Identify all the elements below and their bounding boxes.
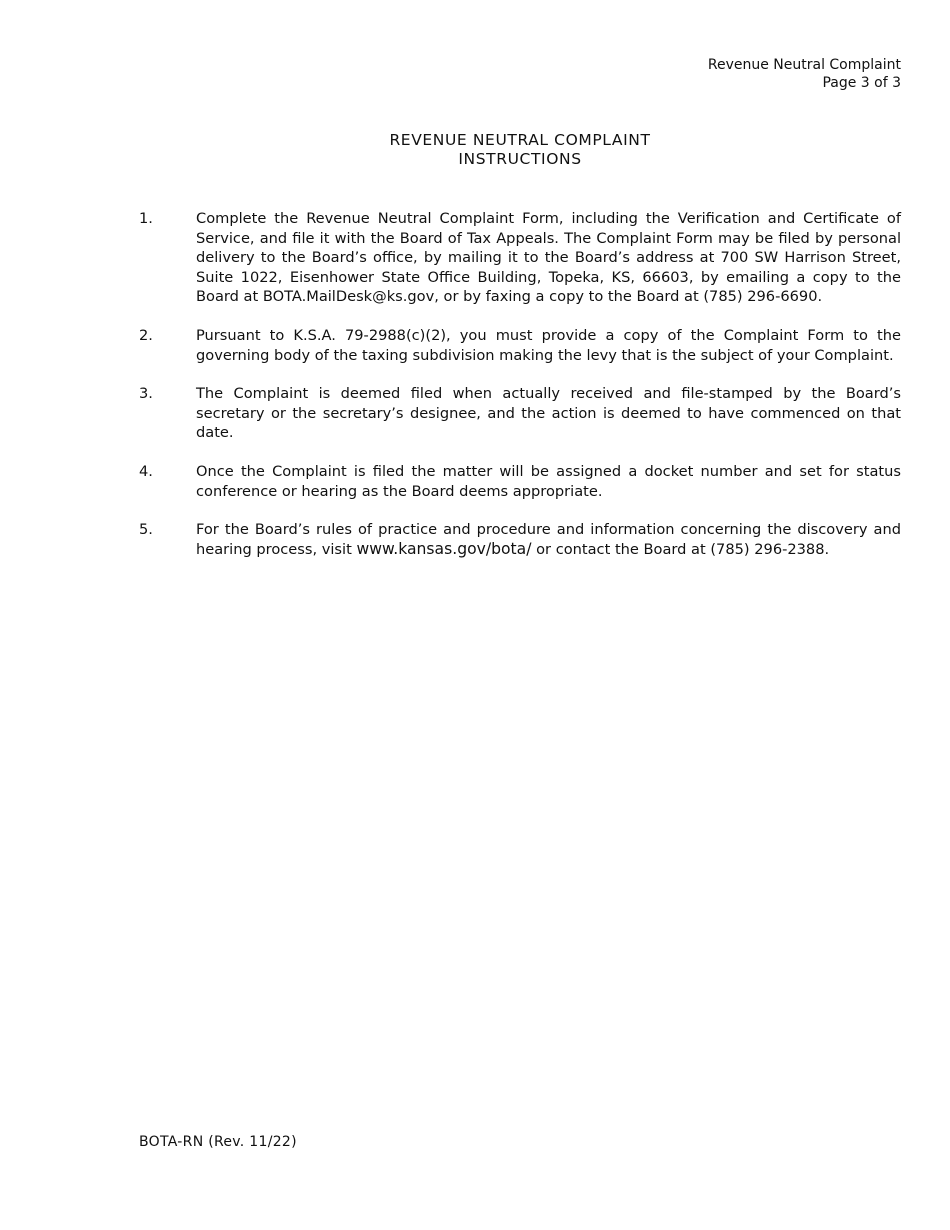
instruction-text: Complete the Revenue Neutral Complaint Form, including the Verification and Certificate of Service, and file it with the Board of Tax Appeals. The Complaint Form may be filed by personal delivery to the Board’s office, by mailing it to the Board’s address at 700 SW Harrison Street, Suite 1022, Eisenhower State Office Building, Topeka, KS, 66603, by emailing a copy to the Board at BOTA.MailDesk@ks.gov, or by faxing a copy to the Board at (785) 296-6690. <box>196 210 901 306</box>
instruction-number: 1. <box>139 210 153 227</box>
form-code-footer: BOTA-RN (Rev. 11/22) <box>139 1134 297 1150</box>
document-title <box>0 131 950 169</box>
header-page-indicator: Page 3 of 3 <box>822 75 901 91</box>
title-line-2: INSTRUCTIONS <box>458 150 582 168</box>
instruction-text: Pursuant to K.S.A. 79-2988(c)(2), you must provide a copy of the Complaint Form to the governing body of the taxing subdivision making the levy that is the subject of your Complaint. <box>196 326 901 364</box>
page-header <box>708 56 901 92</box>
instruction-item <box>139 384 901 443</box>
header-form-name: Revenue Neutral Complaint <box>707 57 901 73</box>
title-line-1: REVENUE NEUTRAL COMPLAINT <box>389 131 651 149</box>
instruction-number: 4. <box>139 462 153 480</box>
instruction-text-before-link: For the Board’s rules of practice and procedure and information concerning the discovery and hearing process, visit <box>196 521 901 558</box>
instruction-item <box>139 520 901 559</box>
instruction-item <box>139 326 901 365</box>
instruction-number: 2. <box>139 326 153 344</box>
instruction-number: 3. <box>139 385 153 403</box>
instructions-list <box>139 209 901 578</box>
instruction-item <box>139 462 901 501</box>
instruction-item <box>139 209 901 307</box>
instruction-text: The Complaint is deemed filed when actually received and file-stamped by the Board’s secretary or the secretary’s designee, and the action is deemed to have commenced on that date. <box>196 385 901 442</box>
instruction-text: Once the Complaint is filed the matter will be assigned a docket number and set for status conference or hearing as the Board deems appropriate. <box>196 462 901 500</box>
instruction-text-after-link: or contact the Board at (785) 296-2388. <box>531 540 830 558</box>
instruction-number: 5. <box>139 521 153 539</box>
instruction-text <box>196 520 901 559</box>
bota-website-link[interactable]: www.kansas.gov/bota/ <box>356 539 532 558</box>
